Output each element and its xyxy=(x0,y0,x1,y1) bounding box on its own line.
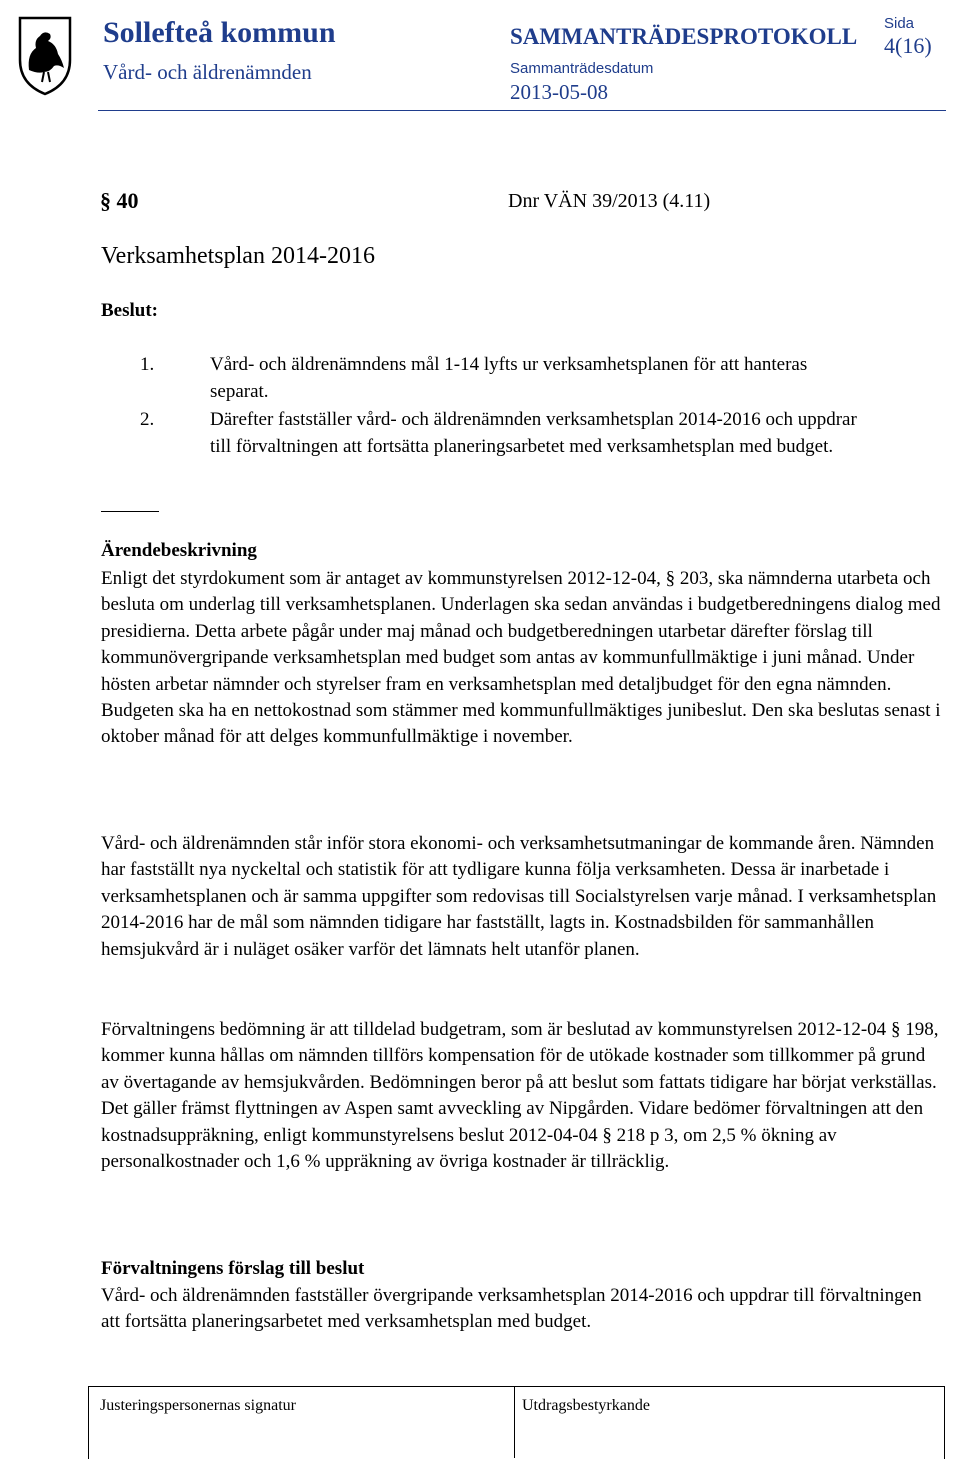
section-mark: § xyxy=(665,568,676,589)
case-description-heading: Ärendebeskrivning xyxy=(101,540,257,561)
decision-item-text: Därefter fastställer vård- och äldrenämnden verksamhetsplan 2014-2016 och uppdrar till förvaltningen att fortsätta planeringsarbetet med verksamhetsplan med budget. xyxy=(210,409,857,457)
signature-label: Justeringspersonernas signatur xyxy=(100,1397,296,1414)
text-segment: 203, ska nämnderna utarbeta och besluta om underlag till verksamhetsplanen. Underlagen ska sedan användas i budgetberedningens dialog med presidierna. Detta arbete pågår under maj månad och budgetberedningen utarbetar därefter förslag till kommunövergripande verksamhetsplan med budget som antas av kommunfullmäktige i juni månad. Under hösten arbetar nämnder och styrelser fram en verksamhetsplan med detaljbudget för den egna nämnden. Budgeten ska ha en nettokostnad som stämmer med kommunfullmäktiges junibeslut. Den ska beslutas senast i oktober månad för att delges kommunfullmäktige i november. xyxy=(101,568,941,748)
paragraph-number xyxy=(100,188,139,214)
decision-end-rule xyxy=(101,511,159,512)
section-mark: § xyxy=(602,1124,612,1146)
assessment-paragraph xyxy=(101,1017,941,1175)
decision-item xyxy=(140,407,870,460)
proposal-heading: Förvaltningens förslag till beslut xyxy=(101,1258,365,1279)
text-segment: Förvaltningens bedömning är att tilldelad budgetram, som är beslutad av kommunstyrelsen 2012-12-04 xyxy=(101,1019,891,1040)
text-segment: 198, kommer kunna hållas om nämnden tillförs kompensation för de utökade kostnader som tillkommer på grund av övertagande av hemsjukvården. Bedömningen beror på att beslut som fattats tidigare har börjat verkställas. Det gäller främst flyttningen av Aspen samt avveckling av Nipgården. Vidare bedömer förvaltningen att den kostnadsuppräkning, enligt kommunstyrelsens beslut 2012-04-04 xyxy=(101,1019,939,1146)
decision-label: Beslut: xyxy=(101,300,158,321)
footer-divider xyxy=(514,1386,515,1458)
proposal-text: Vård- och äldrenämnden fastställer övergripande verksamhetsplan 2014-2016 och uppdrar till förvaltningen att fortsätta planeringsarbetet med verksamhetsplan med budget. xyxy=(101,1285,922,1333)
section-mark: § xyxy=(100,188,111,213)
text-segment: 218 p 3, om 2,5 % ökning av personalkostnader och 1,6 % uppräkning av övriga kostnader är tillräcklig. xyxy=(101,1124,837,1173)
meeting-date-label: Sammanträdesdatum xyxy=(510,60,654,77)
page-label: Sida xyxy=(884,15,915,32)
text-segment: Enligt det styrdokument som är antaget av kommunstyrelsen 2012-12-04, xyxy=(101,568,666,589)
paragraph-number-value: 40 xyxy=(116,188,139,213)
decision-item-number: 2. xyxy=(140,409,155,430)
decision-item xyxy=(140,352,870,405)
section-mark: § xyxy=(890,1019,901,1040)
meeting-date-value: 2013-05-08 xyxy=(510,80,608,104)
organization-name: Sollefteå kommun xyxy=(103,16,336,49)
challenges-paragraph: Vård- och äldrenämnden står inför stora ekonomi- och verksamhetsutmaningar de kommande åren. Nämnden har fastställt nya nyckeltal och statistik för att tydligare kunna följa verksamheten. Dessa är inarbetade i verksamhetsplanen och är samma uppgifter som redovisas till Socialstyrelsen varje månad. I verksamhetsplan 2014-2016 har de mål som nämnden tidigare har fastställt, lagts in. Kostnadsbilden för sammanhållen hemsjukvård är i nuläget osäker varför det lämnats helt utanför planen. xyxy=(101,833,937,960)
paragraph-title: Verksamhetsplan 2014-2016 xyxy=(101,243,375,269)
decision-item-text: Vård- och äldrenämndens mål 1-14 lyfts ur verksamhetsplanen för att hanteras separat. xyxy=(210,354,808,402)
document-type-title: SAMMANTRÄDESPROTOKOLL xyxy=(510,24,858,49)
decision-item-number: 1. xyxy=(140,354,155,375)
header-divider xyxy=(98,110,946,111)
page-number: 4(16) xyxy=(884,33,932,58)
case-description-paragraph xyxy=(101,566,941,751)
coat-of-arms-crest-icon xyxy=(14,10,76,96)
committee-name: Vård- och äldrenämnden xyxy=(103,60,312,84)
certification-label: Utdragsbestyrkande xyxy=(522,1397,650,1414)
diary-number: Dnr VÄN 39/2013 (4.11) xyxy=(508,190,711,212)
